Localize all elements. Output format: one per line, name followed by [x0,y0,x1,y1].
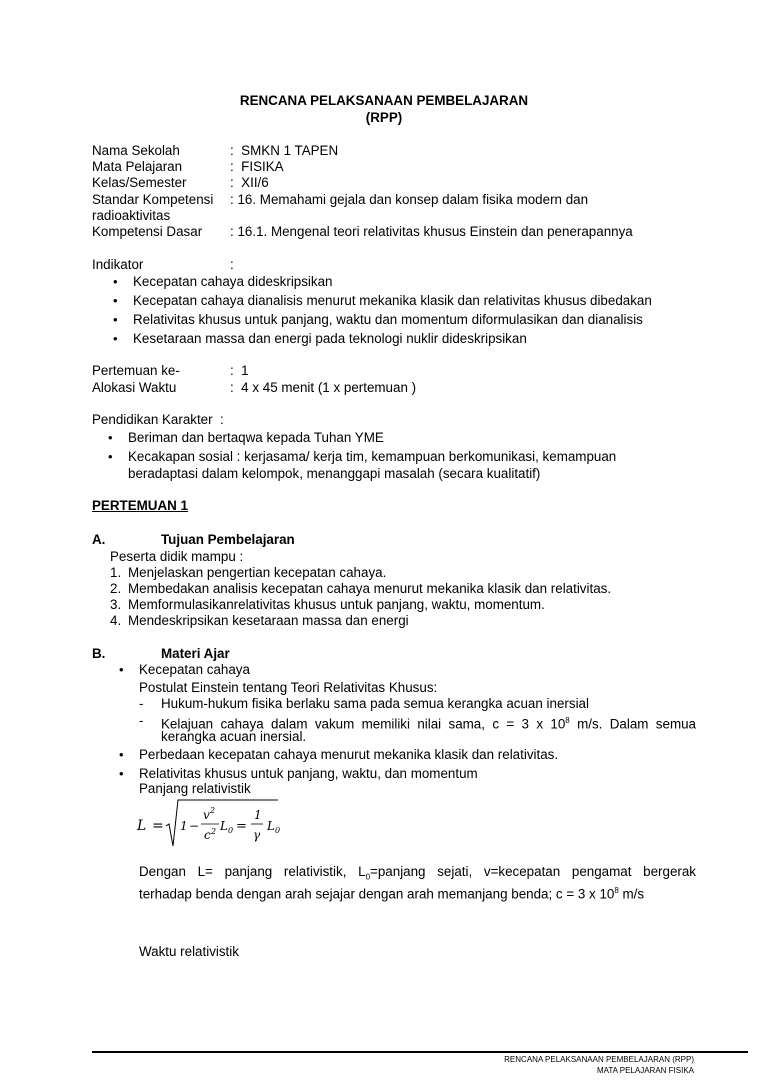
identity-colon: : SMKN 1 TAPEN [230,143,339,158]
footer-rule [92,1051,748,1053]
indikator-item: • Kecepatan cahaya dianalisis menurut mekanika klasik dan relativitas khusus dibedakan [133,292,652,309]
alokasi-colon: : 4 x 45 menit (1 x pertemuan ) [230,380,417,395]
identity-value: SMKN 1 TAPEN [241,143,339,158]
tujuan-item: Memformulasikanrelativitas khusus untuk panjang, waktu, momentum. [128,597,545,612]
alokasi-value: 4 x 45 menit (1 x pertemuan ) [241,380,417,395]
postulat-item: Hukum-hukum fisika berlaku sama pada semua kerangka acuan inersial [161,696,589,711]
formula-equals-2: = [236,819,247,834]
karakter-label: Pendidikan Karakter : [92,412,224,427]
formula-l0b: L [267,819,275,833]
materi-bullet: • Kecepatan cahaya [139,661,250,678]
tujuan-num: 2. [110,581,122,596]
formula-c-exp: 2 [211,827,217,836]
identity-continuation: radioaktivitas [92,208,171,223]
tujuan-num: 1. [110,565,122,580]
identity-colon: : 16. Memahami gejala dan konsep dalam fisika modern dan [230,192,589,207]
indikator-item: • Kecepatan cahaya dideskripsikan [133,273,333,290]
materi-bullet: • Perbedaan kecepatan cahaya menurut mekanika klasik dan relativitas. [139,746,558,763]
pertemuan-label: Pertemuan ke- [92,363,180,378]
footer-line-2: MATA PELAJARAN FISIKA [596,1066,694,1075]
identity-colon: : XII/6 [230,175,269,190]
pertemuan-value: 1 [241,363,249,378]
panjang-label: Panjang relativistik [139,781,251,796]
formula-c: c [204,828,211,842]
tujuan-intro: Peserta didik mampu : [110,549,244,564]
document-subtitle: (RPP) [365,110,403,125]
formula-equals: = [152,818,164,834]
materi-heading: Materi Ajar [161,646,230,661]
footer-line-1: RENCANA PELAKSANAAN PEMBELAJARAN (RPP) [504,1055,694,1064]
formula-num: 1 [254,808,262,822]
formula-l0b-sub: 0 [275,826,281,835]
formula-minus: − [189,819,200,833]
alokasi-label: Alokasi Waktu [92,380,177,395]
indikator-item: • Kesetaraan massa dan energi pada teknologi nuklir dideskripsikan [133,330,527,347]
tujuan-num: 3. [110,597,122,612]
formula-v-exp: 2 [210,806,216,815]
tujuan-num: 4. [110,613,122,628]
identity-label: Mata Pelajaran [92,159,183,174]
section-heading: PERTEMUAN 1 [92,498,188,513]
length-contraction-formula [130,794,290,852]
karakter-item: • Beriman dan bertaqwa kepada Tuhan YME [128,429,384,446]
identity-label: Kelas/Semester [92,175,187,190]
tujuan-heading: Tujuan Pembelajaran [161,532,295,547]
formula-l: L [137,818,147,834]
section-letter-a: A. [92,532,106,547]
identity-value: 16.1. Mengenal teori relativitas khusus Einstein dan penerapannya [237,224,633,239]
identity-label: Kompetensi Dasar [92,224,203,239]
formula-l0: L [220,819,228,833]
indikator-label: Indikator [92,257,144,272]
identity-label: Standar Kompetensi [92,192,214,207]
identity-value: XII/6 [241,175,269,190]
materi-postulat: Postulat Einstein tentang Teori Relativitas Khusus: [139,680,438,695]
identity-value: 16. Memahami gejala dan konsep dalam fisika modern dan [237,192,589,207]
dash-mark: - [139,696,144,711]
document-title: RENCANA PELAKSANAAN PEMBELAJARAN [239,93,529,108]
dengan-paragraph-cont: terhadap benda dengan arah sejajar dengan arah memanjang benda; c = 3 x $10^8$ m/s [139,886,645,902]
tujuan-item: Mendeskripsikan kesetaraan massa dan energi [128,613,409,628]
postulat-item-continuation: kerangka acuan inersial. [161,729,307,744]
identity-value: FISIKA [241,159,284,174]
indikator-item: • Relativitas khusus untuk panjang, waktu dan momentum diformulasikan dan dianalisis [133,311,643,328]
materi-bullet: • Relativitas khusus untuk panjang, waktu, dan momentum [139,765,478,782]
dengan-paragraph: Dengan L= panjang relativistik, $L_0=panjang$ sejati, v=kecepatan pengamat bergerak [139,864,696,882]
formula-one: 1 [180,819,188,833]
formula-l0-sub: 0 [228,826,234,835]
waktu-label: Waktu relativistik [139,944,239,959]
identity-label: Nama Sekolah [92,143,180,158]
karakter-item-continuation: beradaptasi dalam kelompok, menanggapi masalah (secara kualitatif) [128,466,541,481]
tujuan-item: Membedakan analisis kecepatan cahaya menurut mekanika klasik dan relativitas. [128,581,612,596]
tujuan-item: Menjelaskan pengertian kecepatan cahaya. [128,565,387,580]
identity-colon: : 16.1. Mengenal teori relativitas khusus Einstein dan penerapannya [230,224,633,239]
indikator-colon: : [230,257,234,272]
formula-v: v [203,808,210,822]
postulat-item: Kelajuan cahaya dalam vakum memiliki nilai sama, c = 3 x $10^8$ m/s. Dalam semua [161,716,696,732]
section-letter-b: B. [92,646,106,661]
dash-mark: - [139,713,144,728]
pertemuan-colon: : 1 [230,363,249,378]
formula-gamma: γ [253,828,261,842]
identity-colon: : FISIKA [230,159,284,174]
karakter-item: • Kecakapan sosial : kerjasama/ kerja tim, kemampuan berkomunikasi, kemampuan [128,448,616,465]
